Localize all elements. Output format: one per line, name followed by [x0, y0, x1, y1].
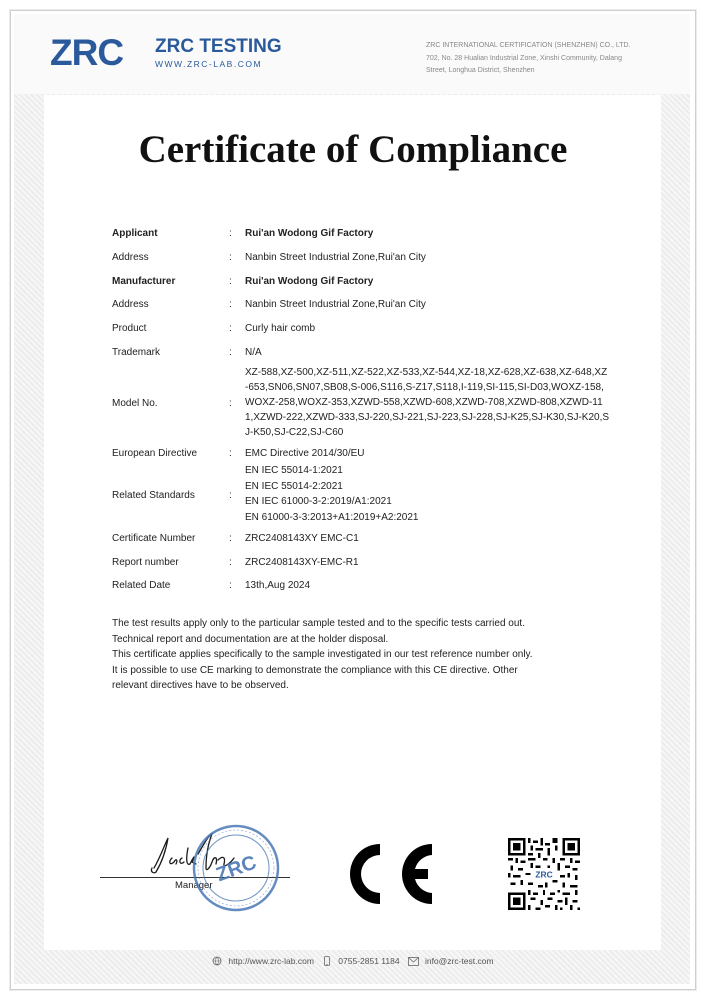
standard-item: EN IEC 61000-3-2:2019/A1:2021: [245, 496, 392, 507]
signature-label: Manager: [175, 880, 213, 891]
field-label: Report number: [112, 557, 179, 568]
svg-text:ZRC: ZRC: [535, 869, 553, 880]
field-value: Rui'an Wodong Gif Factory: [245, 276, 374, 287]
svg-text:ZRC: ZRC: [213, 851, 260, 887]
note-line: The test results apply only to the particular sample tested and to the specific tests carried out.: [112, 618, 525, 629]
certificate-page: ZRC ZRC TESTING WWW.ZRC-LAB.COM ZRC INTERNATIONAL CERTIFICATION (SHENZHEN) CO., LTD. 702, No. 28 Hualian Industrial Zone, Xinshi Community, Dalang Street, Longhua District, Shenzhen Certificate of Compliance Applicant : Rui'an Wodong Gif Factory Address : Nanbin Street Industrial Zone,Rui'an City Manufacturer : Rui'an Wodong Gif Factory Address : Nanbin Street Industrial Zone,Rui'an City Product : Curly hair comb Trademark : N/A Model No. : XZ-588,XZ-500,XZ-511,XZ-522,XZ-533,XZ-544,XZ-18,XZ-628,XZ-638,XZ-648,XZ-653,SN06,SN07,SB08,S-006,S116,S-Z17,S118,I-119,SI-115,SI-D03,WOXZ-158,WOXZ-258,WOXZ-353,XZWD-558,XZWD-608,XZWD-708,XZWD-808,XZWD-111,XZWD-222,XZWD-333,SJ-220,SJ-221,SJ-223,SJ-228,SJ-K25,SJ-K30,SJ-K20,SJ-K50,SJ-C22,SJ-C60 European Directive : EMC Directive 2014/30/EU Related Standards : EN IEC 55014-1:2021 EN IEC 55014-2:2021 EN IEC 61000-3-2:2019/A1:2021 EN 61000-3-3:2013+A1:2019+A2:2021 Certificate Number : ZRC2408143XY EMC-C1 Report number : ZRC2408143XY-EMC-R1 Related Date : 13th,Aug 2024 The test results apply only to the particular sample tested and to the specific tests carried out. Technical report and documentation are at the holder disposal. This certificate applies specifically to the sample investigated in our test reference number only. It is possible to use CE marking to demonstrate the compliance with this CE directive. Other relevant directives have to be observed. Manager ZRC ZRC http://www.zrc-lab.com 0755-2851 1184 info@zrc-test.com: [0, 0, 706, 1000]
field-label: Related Standards: [112, 490, 195, 501]
brand-name: ZRC TESTING: [155, 36, 282, 57]
standards-list: [245, 463, 610, 525]
globe-icon: [212, 956, 222, 968]
company-address: [426, 40, 666, 78]
footer-email-link[interactable]: info@zrc-test.com: [424, 956, 494, 967]
note-line: Technical report and documentation are at the holder disposal.: [112, 633, 389, 645]
logo-mark: ZRC: [50, 32, 124, 73]
field-value: ZRC2408143XY-EMC-R1: [245, 557, 359, 568]
field-value: XZ-588,XZ-500,XZ-511,XZ-522,XZ-533,XZ-544,XZ-18,XZ-628,XZ-638,XZ-648,XZ-653,SN06,SN07,SB08,S-006,S116,S-Z17,S118,I-119,SI-115,SI-D03,WOXZ-158,WOXZ-258,WOXZ-353,XZWD-558,XZWD-608,XZWD-708,XZWD-808,XZWD-111,XZWD-222,XZWD-333,SJ-220,SJ-221,SJ-223,SJ-228,SJ-K25,SJ-K30,SJ-K20,SJ-K50,SJ-C22,SJ-C60: [245, 367, 610, 438]
field-value: N/A: [245, 347, 262, 358]
compliance-notes: [112, 616, 592, 694]
field-value: Rui'an Wodong Gif Factory: [245, 228, 374, 239]
field-label: Certificate Number: [112, 533, 196, 544]
company-line: Street, Longhua District, Shenzhen: [426, 67, 535, 74]
qr-code-icon: [508, 838, 580, 910]
field-label: Address: [112, 252, 149, 263]
zrc-seal-stamp: [190, 822, 282, 914]
field-value: Curly hair comb: [245, 323, 316, 334]
mail-icon: [408, 957, 419, 968]
field-value: Nanbin Street Industrial Zone,Rui'an City: [245, 252, 426, 263]
note-line: It is possible to use CE marking to demonstrate the compliance with this CE directive. Other: [112, 664, 518, 676]
field-label: Manufacturer: [112, 276, 176, 287]
field-label: Address: [112, 299, 149, 310]
field-value: ZRC2408143XY EMC-C1: [245, 533, 359, 544]
field-label: Product: [112, 323, 147, 334]
page-title: Certificate of Compliance: [138, 128, 568, 171]
phone-icon: [322, 956, 332, 968]
field-label: Related Date: [112, 580, 171, 591]
field-label: Model No.: [112, 398, 158, 409]
field-label: European Directive: [112, 448, 198, 459]
field-label: Applicant: [112, 228, 158, 239]
ce-mark-icon: [340, 838, 440, 910]
brand-url: WWW.ZRC-LAB.COM: [155, 59, 263, 69]
field-value: Nanbin Street Industrial Zone,Rui'an City: [245, 299, 426, 310]
note-line: This certificate applies specifically to the sample investigated in our test reference number only.: [112, 649, 533, 660]
standard-item: EN IEC 55014-2:2021: [245, 480, 343, 492]
footer-website-link[interactable]: http://www.zrc-lab.com: [228, 956, 314, 967]
note-line: relevant directives have to be observed.: [112, 680, 289, 691]
footer-phone: 0755-2851 1184: [338, 956, 400, 967]
field-value: 13th,Aug 2024: [245, 580, 311, 591]
field-value: EMC Directive 2014/30/EU: [245, 448, 365, 459]
company-line: 702, No. 28 Hualian Industrial Zone, Xinshi Community, Dalang: [426, 54, 622, 62]
company-line: ZRC INTERNATIONAL CERTIFICATION (SHENZHEN) CO., LTD.: [426, 42, 631, 49]
field-label: Trademark: [112, 347, 160, 358]
standard-item: EN 61000-3-3:2013+A1:2019+A2:2021: [245, 511, 419, 523]
standard-item: EN IEC 55014-1:2021: [245, 465, 343, 476]
footer-contact: [0, 956, 706, 968]
